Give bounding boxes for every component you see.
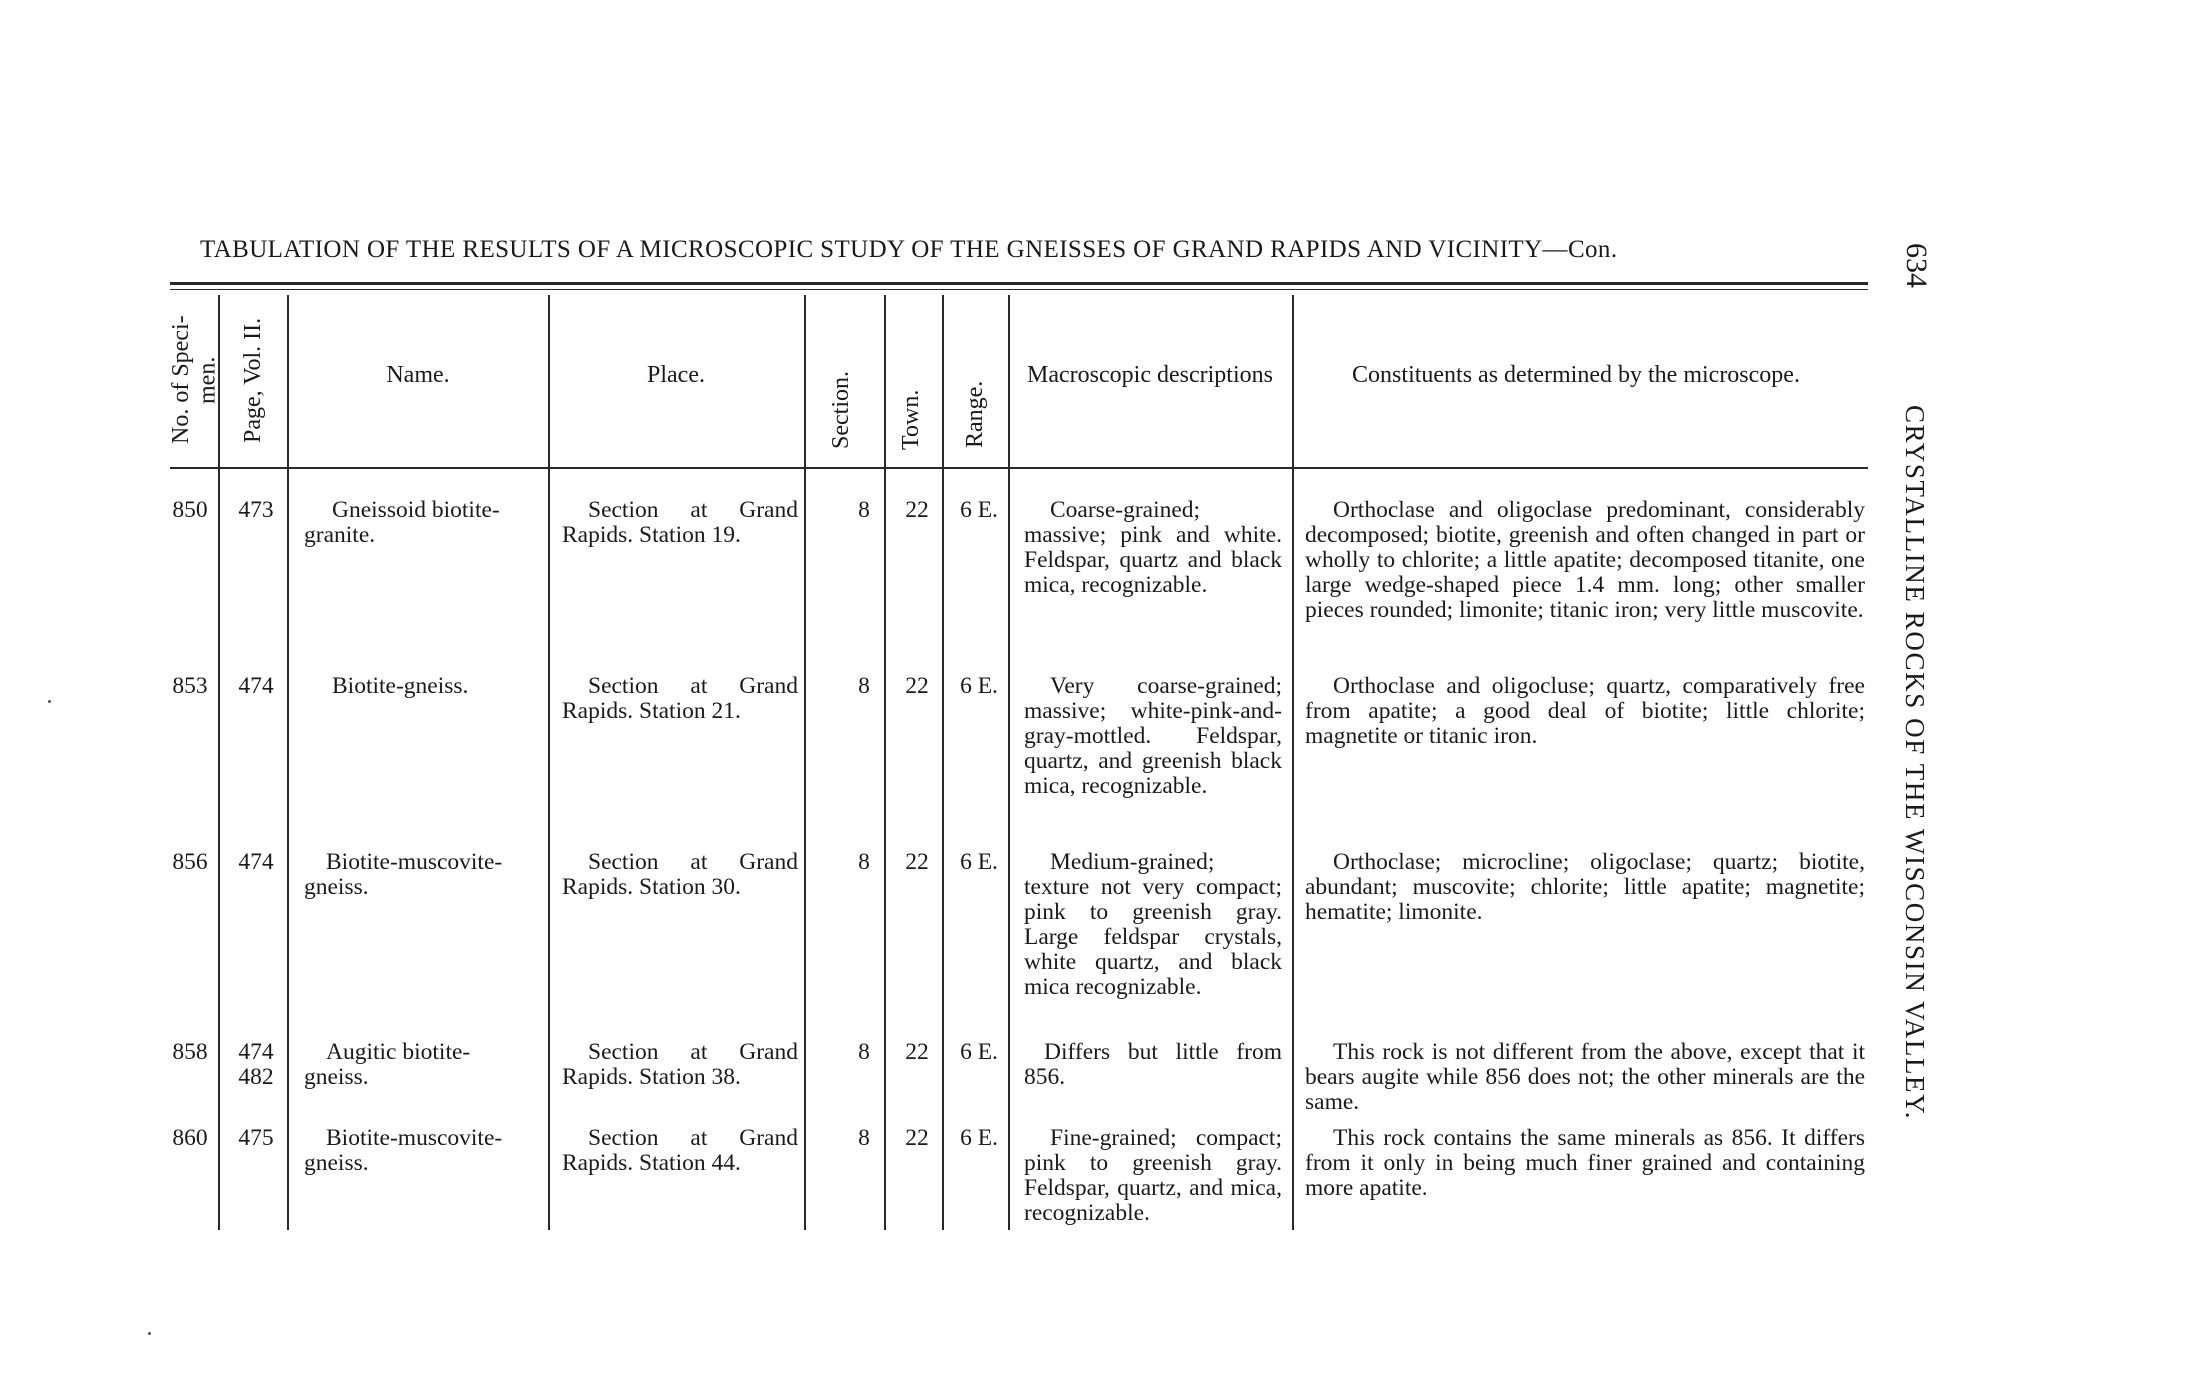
- header-range: Range.: [962, 380, 988, 448]
- row-853-name: Biotite-gneiss.: [332, 673, 469, 699]
- top-rule-thick: [170, 282, 1868, 285]
- header-constituents: Constituents as determined by the microscope.: [1352, 362, 1800, 388]
- row-850-section: 8: [858, 497, 870, 523]
- col-divider-7: [1008, 295, 1010, 1230]
- row-850-page: 473: [238, 497, 274, 523]
- scan-speck: [148, 1332, 151, 1335]
- row-858-place: Section at Grand Rapids. Station 38.: [562, 1039, 798, 1090]
- row-856-no: 856: [172, 849, 208, 875]
- scan-speck: [48, 700, 51, 703]
- col-divider-2: [287, 295, 289, 1230]
- row-856-range: 6 E.: [960, 849, 998, 875]
- row-856-town: 22: [905, 849, 929, 875]
- col-divider-6: [942, 295, 944, 1230]
- col-divider-8: [1292, 295, 1294, 1230]
- row-858-range: 6 E.: [960, 1039, 998, 1065]
- row-850-constituents: Orthoclase and oligoclase predominant, considerably decomposed; biotite, greenish and often changed in part or wholly to chlorite; a little apatite; decomposed titanite, one large wedge-shaped piece 1.4 mm. long; other smaller pieces rounded; limonite; titanic iron; very little muscovite.: [1305, 497, 1865, 623]
- row-856-place: Section at Grand Rapids. Station 30.: [562, 849, 798, 900]
- header-section: Section.: [828, 371, 854, 449]
- row-858-section: 8: [858, 1039, 870, 1065]
- row-850-name: Gneissoid biotite- granite.: [304, 497, 500, 548]
- table-title: TABULATION OF THE RESULTS OF A MICROSCOPIC STUDY OF THE GNEISSES OF GRAND RAPIDS AND VICINITY—Con.: [200, 236, 1618, 263]
- row-853-section: 8: [858, 673, 870, 699]
- row-860-name: Biotite-muscovite- gneiss.: [304, 1125, 503, 1176]
- header-rule: [170, 467, 1868, 469]
- row-860-no: 860: [172, 1125, 208, 1151]
- row-853-constituents: Orthoclase and oligocluse; quartz, comparatively free from apatite; a good deal of biotite; little chlorite; magnetite or titanic iron.: [1305, 673, 1865, 749]
- row-853-no: 853: [172, 673, 208, 699]
- header-specimen: No. of Speci-men.: [168, 315, 221, 445]
- header-name: Name.: [386, 362, 450, 388]
- row-858-constituents: This rock is not different from the above, except that it bears augite while 856 does not; the other minerals are the same.: [1305, 1039, 1865, 1115]
- header-place: Place.: [647, 362, 705, 388]
- row-853-page: 474: [238, 673, 274, 699]
- row-858-no: 858: [172, 1039, 208, 1065]
- header-page: Page, Vol. II.: [240, 317, 266, 443]
- row-860-macro: Fine-grained; compact; pink to greenish gray. Feldspar, quartz, and mica, recognizable.: [1024, 1125, 1282, 1226]
- header-macro: Macroscopic descriptions: [1027, 362, 1273, 388]
- row-853-range: 6 E.: [960, 673, 998, 699]
- row-856-macro: Medium-grained; texture not very compact; pink to greenish gray. Large feldspar crystals, white quartz, and black mica recognizable.: [1024, 849, 1282, 1000]
- col-divider-5: [884, 295, 886, 1230]
- row-856-constituents: Orthoclase; microcline; oligoclase; quartz; biotite, abundant; muscovite; chlorite; little apatite; magnetite; hematite; limonite.: [1305, 849, 1865, 925]
- row-853-town: 22: [905, 673, 929, 699]
- row-860-range: 6 E.: [960, 1125, 998, 1151]
- col-divider-1: [218, 295, 220, 1230]
- row-850-town: 22: [905, 497, 929, 523]
- page-number: 634: [1900, 242, 1933, 288]
- row-853-macro: Very coarse-grained; massive; white-pink-and-gray-mottled. Feldspar, quartz, and greenish black mica, recognizable.: [1024, 673, 1282, 799]
- row-858-macro: Differs but little from 856.: [1024, 1039, 1282, 1090]
- row-860-place: Section at Grand Rapids. Station 44.: [562, 1125, 798, 1176]
- row-850-macro: Coarse-grained; massive; pink and white. Feldspar, quartz and black mica, recognizable.: [1024, 497, 1282, 598]
- row-860-town: 22: [905, 1125, 929, 1151]
- col-divider-3: [548, 295, 550, 1230]
- row-850-place: Section at Grand Rapids. Station 19.: [562, 497, 798, 548]
- top-rule-thin: [170, 289, 1868, 290]
- row-856-name: Biotite-muscovite- gneiss.: [304, 849, 503, 900]
- running-head: CRYSTALLINE ROCKS OF THE WISCONSIN VALLEY.: [1900, 405, 1930, 1121]
- row-858-name: Augitic biotite- gneiss.: [304, 1039, 471, 1090]
- row-860-section: 8: [858, 1125, 870, 1151]
- header-town: Town.: [898, 389, 924, 451]
- row-858-town: 22: [905, 1039, 929, 1065]
- row-860-constituents: This rock contains the same minerals as 856. It differs from it only in being much finer grained and containing more apatite.: [1305, 1125, 1865, 1201]
- row-860-page: 475: [238, 1125, 274, 1151]
- col-divider-4: [804, 295, 806, 1230]
- row-850-range: 6 E.: [960, 497, 998, 523]
- row-858-page: 474 482: [238, 1039, 274, 1090]
- row-853-place: Section at Grand Rapids. Station 21.: [562, 673, 798, 724]
- row-850-no: 850: [172, 497, 208, 523]
- row-856-section: 8: [858, 849, 870, 875]
- row-856-page: 474: [238, 849, 274, 875]
